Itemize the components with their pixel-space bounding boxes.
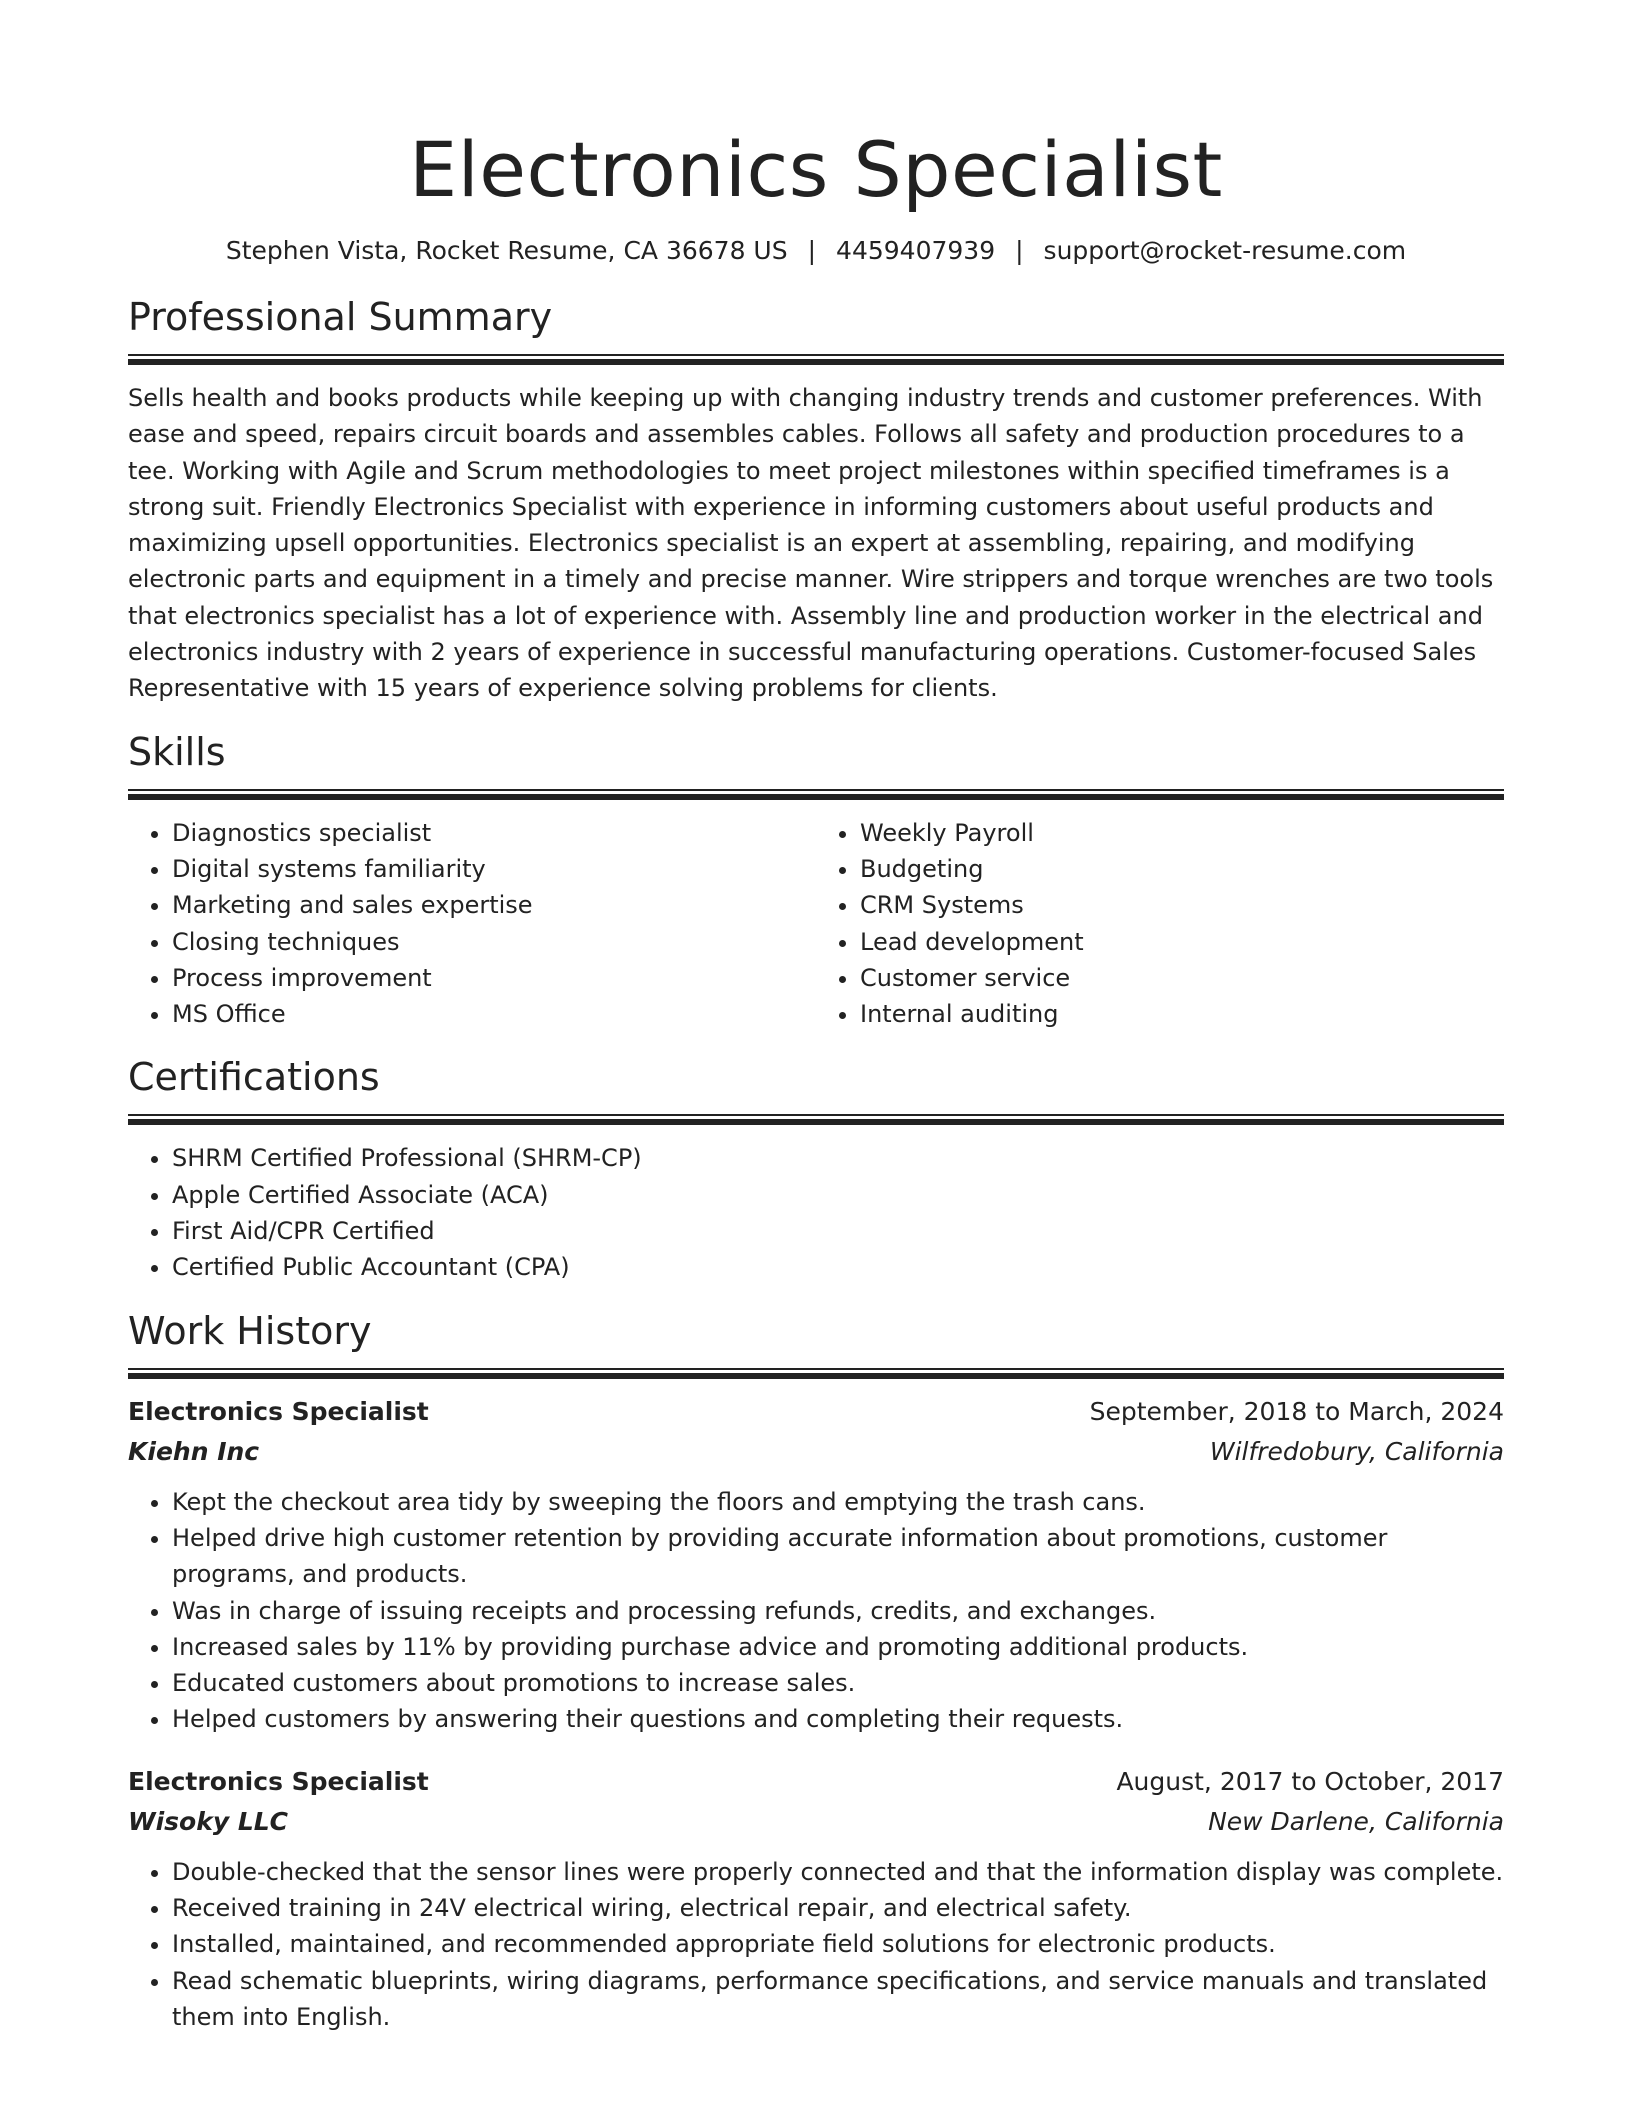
job-bullet: • Installed, maintained, and recommended appropriate field solutions for electronic products.	[172, 1926, 1504, 1962]
certification-item: • Certified Public Accountant (CPA)	[172, 1249, 1504, 1285]
job-company: Kiehn Inc	[128, 1436, 260, 1466]
job-dates: September, 2018 to March, 2024	[1089, 1396, 1504, 1426]
section-divider	[128, 1368, 1504, 1378]
job-dates: August, 2017 to October, 2017	[1116, 1766, 1504, 1796]
skill-item: • Lead development	[860, 924, 1504, 960]
skills-list-right	[816, 815, 1504, 1033]
section-divider	[128, 1114, 1504, 1124]
job-entry	[128, 1392, 1504, 1738]
skills-heading: Skills	[128, 729, 226, 774]
skill-item: • Process improvement	[172, 960, 816, 996]
job-location: New Darlene, California	[1208, 1806, 1504, 1836]
job-title: Electronics Specialist	[128, 1396, 429, 1426]
job-bullet: • Increased sales by 11% by providing purchase advice and promoting additional products.	[172, 1629, 1504, 1665]
skill-item: • Marketing and sales expertise	[172, 887, 816, 923]
job-company-row	[128, 1432, 1504, 1472]
job-company-row	[128, 1802, 1504, 1842]
contact-line	[128, 234, 1504, 268]
resume-title: Electronics Specialist	[409, 125, 1223, 214]
skill-item: • Internal auditing	[860, 996, 1504, 1032]
certification-item: • SHRM Certified Professional (SHRM-CP)	[172, 1140, 1504, 1176]
job-header-row	[128, 1762, 1504, 1802]
skills-section	[128, 727, 1504, 1033]
job-company: Wisoky LLC	[128, 1806, 289, 1836]
skill-item: • Budgeting	[860, 851, 1504, 887]
certifications-heading: Certifications	[128, 1055, 380, 1100]
job-bullet: • Was in charge of issuing receipts and processing refunds, credits, and exchanges.	[172, 1593, 1504, 1629]
summary-heading: Professional Summary	[128, 295, 553, 339]
job-bullet: • Educated customers about promotions to increase sales.	[172, 1665, 1504, 1701]
work-history-heading: Work History	[128, 1308, 372, 1353]
skills-list-left	[128, 815, 816, 1033]
skill-item: • Customer service	[860, 960, 1504, 996]
contact-address: Stephen Vista, Rocket Resume, CA 36678 US	[225, 236, 788, 265]
job-bullet: • Helped drive high customer retention by providing accurate information about promotions, customer programs, and products.	[172, 1520, 1504, 1593]
job-bullet: • Read schematic blueprints, wiring diagrams, performance specifications, and service manuals and translated them into English.	[172, 1963, 1504, 2036]
job-bullet: • Double-checked that the sensor lines were properly connected and that the information display was complete.	[172, 1854, 1504, 1890]
certification-item: • First Aid/CPR Certified	[172, 1213, 1504, 1249]
job-bullets	[128, 1854, 1504, 2035]
summary-text: Sells health and books products while keeping up with changing industry trends and customer preferences. With ease and speed, repairs circuit boards and assembles cables. Follows all safety and production procedures to a tee. Working with Agile and Scrum methodologies to meet project milestones within specified timeframes is a strong suit. Friendly Electronics Specialist with experience in informing customers about useful products and maximizing upsell opportunities. Electronics specialist is an expert at assembling, repairing, and modifying electronic parts and equipment in a timely and precise manner. Wire strippers and torque wrenches are two tools that electronics specialist has a lot of experience with. Assembly line and production worker in the electrical and electronics industry with 2 years of experience in successful manufacturing operations. Customer-focused Sales Representative with 15 years of experience solving problems for clients.	[128, 384, 1494, 703]
section-divider	[128, 354, 1504, 364]
certifications-list	[128, 1140, 1504, 1285]
contact-phone: 4459407939	[836, 236, 996, 265]
job-bullet: • Helped customers by answering their questions and completing their requests.	[172, 1701, 1504, 1737]
job-bullet: • Kept the checkout area tidy by sweeping the floors and emptying the trash cans.	[172, 1484, 1504, 1520]
skill-item: • Diagnostics specialist	[172, 815, 816, 851]
skills-column-left	[128, 815, 816, 1033]
section-divider	[128, 789, 1504, 799]
skill-item: • Closing techniques	[172, 924, 816, 960]
skill-item: • Weekly Payroll	[860, 815, 1504, 851]
job-title: Electronics Specialist	[128, 1766, 429, 1796]
skill-item: • MS Office	[172, 996, 816, 1032]
work-history-section	[128, 1306, 1504, 2036]
certifications-section	[128, 1052, 1504, 1285]
contact-separator: |	[1015, 236, 1024, 265]
job-location: Wilfredobury, California	[1209, 1436, 1504, 1466]
job-bullets	[128, 1484, 1504, 1738]
contact-email: support@rocket-resume.com	[1043, 236, 1407, 265]
job-entry	[128, 1762, 1504, 2035]
skill-item: • Digital systems familiarity	[172, 851, 816, 887]
skills-column-right	[816, 815, 1504, 1033]
skills-grid	[128, 815, 1504, 1033]
summary-section	[128, 292, 1504, 707]
skill-item: • CRM Systems	[860, 887, 1504, 923]
job-header-row	[128, 1392, 1504, 1432]
contact-separator: |	[807, 236, 817, 265]
job-bullet: • Received training in 24V electrical wiring, electrical repair, and electrical safety.	[172, 1890, 1504, 1926]
certification-item: • Apple Certified Associate (ACA)	[172, 1177, 1504, 1213]
